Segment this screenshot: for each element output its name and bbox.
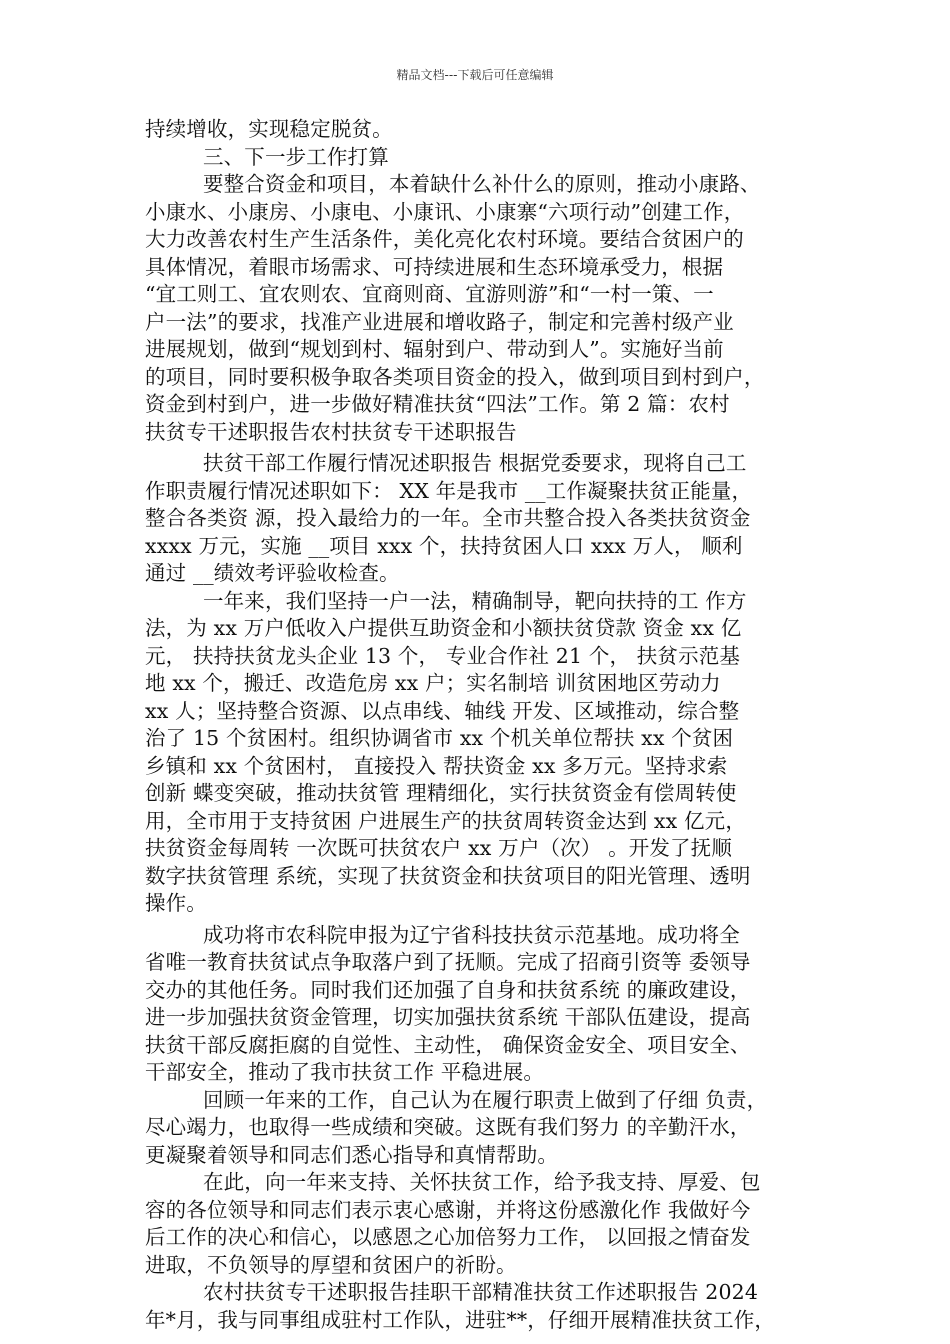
text-line: 农村扶贫专干述职报告挂职干部精准扶贫工作述职报告 2024	[203, 1280, 759, 1304]
text-line: 扶贫专干述职报告农村扶贫专干述职报告	[145, 419, 517, 444]
text-line: 地 xx 个，搬迁、改造危房 xx 户；实名制培 训贫困地区劳动力	[145, 671, 721, 695]
text-line: 要整合资金和项目，本着缺什么补什么的原则，推动小康路、	[203, 172, 761, 196]
page-header: 精品文档---下载后可任意编辑	[396, 68, 554, 82]
document-body	[145, 116, 835, 1334]
text-line: 法，为 xx 万户低收入户提供互助资金和小额扶贫贷款 资金 xx 亿	[145, 616, 742, 640]
text-line: 持续增收，实现稳定脱贫。	[145, 117, 393, 141]
text-line: 创新 蝶变突破，推动扶贫管 理精细化，实行扶贫资金有偿周转使	[145, 781, 737, 805]
text-line: 省唯一教育扶贫试点争取落户到了抚顺。完成了招商引资等 委领导	[145, 950, 751, 974]
text-line: 扶贫资金每周转 一次既可扶贫农户 xx 万户（次） 。开发了抚顺	[145, 836, 732, 860]
text-line: 容的各位领导和同志们表示衷心感谢，并将这份感激化作 我做好今	[145, 1197, 751, 1222]
text-line: 成功将市农科院申报为辽宁省科技扶贫示范基地。成功将全	[203, 922, 740, 947]
text-line: 作职责履行情况述职如下： XX 年是我市 __工作凝聚扶贫正能量，	[145, 478, 753, 503]
text-line: 户一法”的要求，找准产业进展和增收路子，制定和完善村级产业	[145, 309, 734, 334]
text-line: 操作。	[145, 891, 207, 915]
text-line: 乡镇和 xx 个贫困村， 直接投入 帮扶资金 xx 多万元。坚持求索	[145, 753, 728, 778]
text-line: 整合各类资 源，投入最给力的一年。全市共整合投入各类扶贫资金	[145, 506, 751, 530]
text-line: 回顾一年来的工作，自己认为在履行职责上做到了仔细 负责，	[203, 1087, 768, 1112]
text-line: 的项目，同时要积极争取各类项目资金的投入，做到项目到村到户，	[145, 364, 765, 389]
text-line: xxxx 万元，实施 __项目 xxx 个，扶持贫困人口 xxx 万人， 顺利	[145, 533, 743, 558]
text-line: 扶贫干部反腐拒腐的自觉性、主动性， 确保资金安全、项目安全、	[145, 1032, 751, 1057]
text-line: 尽心竭力，也取得一些成绩和突破。这既有我们努力 的辛勤汗水，	[145, 1115, 751, 1139]
text-line: 进取，不负领导的厚望和贫困户的祈盼。	[145, 1252, 517, 1277]
text-line: 元， 扶持扶贫龙头企业 13 个， 专业合作社 21 个， 扶贫示范基	[145, 643, 741, 668]
text-line: 资金到村到户，进一步做好精准扶贫“四法”工作。第 2 篇：农村	[145, 392, 730, 416]
text-line: 更凝聚着领导和同志们悉心指导和真情帮助。	[145, 1142, 558, 1167]
text-line: 数字扶贫管理 系统，实现了扶贫资金和扶贫项目的阳光管理、透明	[145, 863, 751, 888]
text-line: 进展规划，做到“规划到村、辐射到户、带动到人”。实施好当前	[145, 337, 724, 361]
text-line: 年*月，我与同事组成驻村工作队，进驻**，仔细开展精准扶贫工作，	[145, 1307, 776, 1332]
text-line: 大力改善农村生产生活条件，美化亮化农村环境。要结合贫困户的	[145, 227, 744, 251]
text-line: 小康水、小康房、小康电、小康讯、小康寨“六项行动”创建工作，	[145, 199, 745, 224]
text-line: 进一步加强扶贫资金管理，切实加强扶贫系统 干部队伍建设，提高	[145, 1005, 751, 1029]
text-line: 用，全市用于支持贫困 户进展生产的扶贫周转资金达到 xx 亿元，	[145, 808, 746, 833]
text-line: xx 人；坚持整合资源、以点串线、轴线 开发、区域推动，综合整	[145, 698, 740, 723]
text-line: 后工作的决心和信心，以感恩之心加倍努力工作， 以回报之情奋发	[145, 1225, 751, 1249]
text-line: “宜工则工、宜农则农、宜商则商、宜游则游”和“一村一策、一	[145, 282, 714, 306]
text-line: 三、下一步工作打算	[203, 144, 389, 169]
text-line: 扶贫干部工作履行情况述职报告 根据党委要求，现将自己工	[203, 451, 747, 475]
text-line: 治了 15 个贫困村。组织协调省市 xx 个机关单位帮扶 xx 个贫困	[145, 726, 734, 750]
text-line: 干部安全，推动了我市扶贫工作 平稳进展。	[145, 1060, 545, 1084]
text-line: 通过 __绩效考评验收检查。	[145, 561, 400, 585]
text-line: 一年来，我们坚持一户一法，精确制导，靶向扶持的工 作方	[203, 588, 747, 613]
text-line: 交办的其他任务。同时我们还加强了自身和扶贫系统 的廉政建设，	[145, 977, 751, 1002]
text-line: 具体情况，着眼市场需求、可持续进展和生态环境承受力，根据	[145, 254, 724, 279]
text-line: 在此，向一年来支持、关怀扶贫工作，给予我支持、厚爱、包	[203, 1170, 761, 1194]
